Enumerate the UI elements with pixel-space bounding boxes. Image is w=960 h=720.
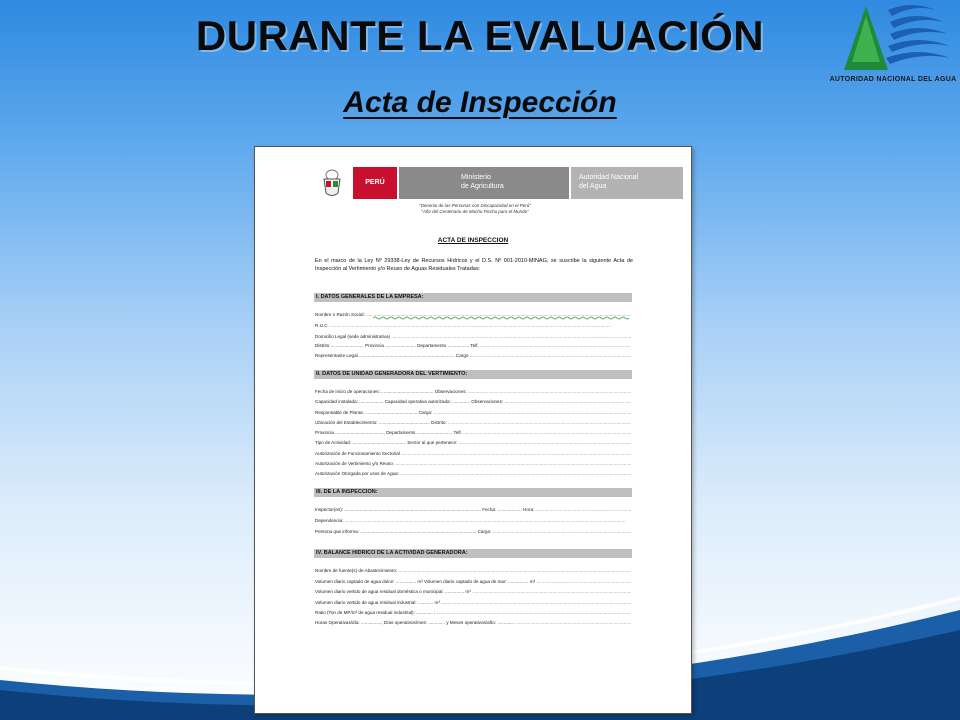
form-field: Nombre o Razón Social: .....: [315, 312, 631, 318]
section-heading: III. DE LA INSPECCION:: [314, 488, 632, 497]
form-field: Volumen diario vertido de agua residual industrial: ............ m³ .....: [315, 600, 631, 606]
ana-logo-text: AUTORIDAD NACIONAL DEL AGUA: [829, 76, 957, 83]
form-field: Representante Legal ........................................................................... Cargo .....: [315, 353, 631, 359]
peru-coat-of-arms-icon: [321, 167, 343, 199]
agency-label: Autoridad Nacional del Agua: [571, 167, 683, 199]
slide-subtitle: [0, 86, 960, 120]
form-field: Ratio (Ton de MP/m³ de agua residual industrial): ............. ; .....: [315, 610, 631, 616]
document-header: [321, 167, 639, 199]
form-field: Tipo de Actividad: .......................................... Sector al que pertenece: .....: [315, 440, 631, 446]
form-field: Responsable de Planta: ......................................... Cargo: .....: [315, 410, 631, 416]
ministry-label: Ministerio de Agricultura: [399, 167, 569, 199]
form-field: Autorización Otorgada por usos de Agua: .....: [315, 471, 631, 477]
section-heading: II. DATOS DE UNIDAD GENERADORA DEL VERTIMIENTO:: [314, 370, 632, 379]
form-field: R.U.C. .....: [315, 323, 631, 329]
form-field: Nombre de fuente(s) de Abastecimiento: .....: [315, 568, 631, 574]
form-field: Capacidad instalada: ................... Capacidad operativa autorizada: .............. Observaciones: .....: [315, 399, 631, 405]
slide-subtitle-text: Acta de Inspección: [343, 86, 617, 119]
document-intro: En el marco de la Ley Nº 29338-Ley de Recursos Hídricos y el D.S. Nº 001-2010-MINAG, se suscribe la siguiente Acta de Inspección al Vertimiento y/o Reuso de Aguas Residuales Tratadas:: [315, 258, 633, 272]
form-field: Horas Operativas/día: ................; Días operativos/mes: ............. y Meses operativos/año: ............. .....: [315, 620, 631, 626]
form-field: Autorización de Vertimiento y/o Reuso .....: [315, 461, 631, 467]
slide-title: DURANTE LA EVALUACIÓN: [195, 12, 765, 59]
section-heading: I. DATOS GENERALES DE LA EMPRESA:: [314, 293, 632, 302]
document-motto: "Decenio de las Personas con Discapacidad en el Perú" "Año del Centenario de Machu Picchu para el Mundo": [419, 203, 531, 214]
form-field: Autorización de Funcionamiento Sectorial .....: [315, 451, 631, 457]
spellcheck-underline: [373, 316, 631, 320]
form-field: Provincia ....................................... Departamento ............................ Telf. .....: [315, 430, 631, 436]
form-field: Volumen diario captado de agua dulce: ................ m³ Volumen diario captado de agua de mar: ................ m³ .....: [315, 579, 631, 585]
form-field: Dependencia: .....: [315, 518, 631, 524]
form-field: Volumen diario vertido de agua residual doméstica o municipal: ............... m³ .....: [315, 589, 631, 595]
form-field: Ubicación del Establecimiento: ........................................ Distrito: .....: [315, 420, 631, 426]
form-field: Persona que informa: ........................................................................................... Cargo: .....: [315, 529, 631, 535]
document-title: ACTA DE INSPECCION: [437, 237, 509, 244]
form-field: Inspector(es): ........................................................................................................... Fecha: ................... Hora: .....: [315, 507, 631, 513]
peru-badge: PERÚ: [353, 167, 397, 199]
section-heading: IV. BALANCE HIDRICO DE LA ACTIVIDAD GENERADORA:: [314, 549, 632, 558]
form-field: Distrito .......................... Provincia ........................ Departamento ................. Telf. .....: [315, 343, 631, 349]
form-field: Domicilio Legal (sede administrativa) .....: [315, 334, 631, 340]
form-field: Fecha de inicio de operaciones: ......................................... Observaciones: .....: [315, 389, 631, 395]
inspection-document: [254, 146, 692, 714]
